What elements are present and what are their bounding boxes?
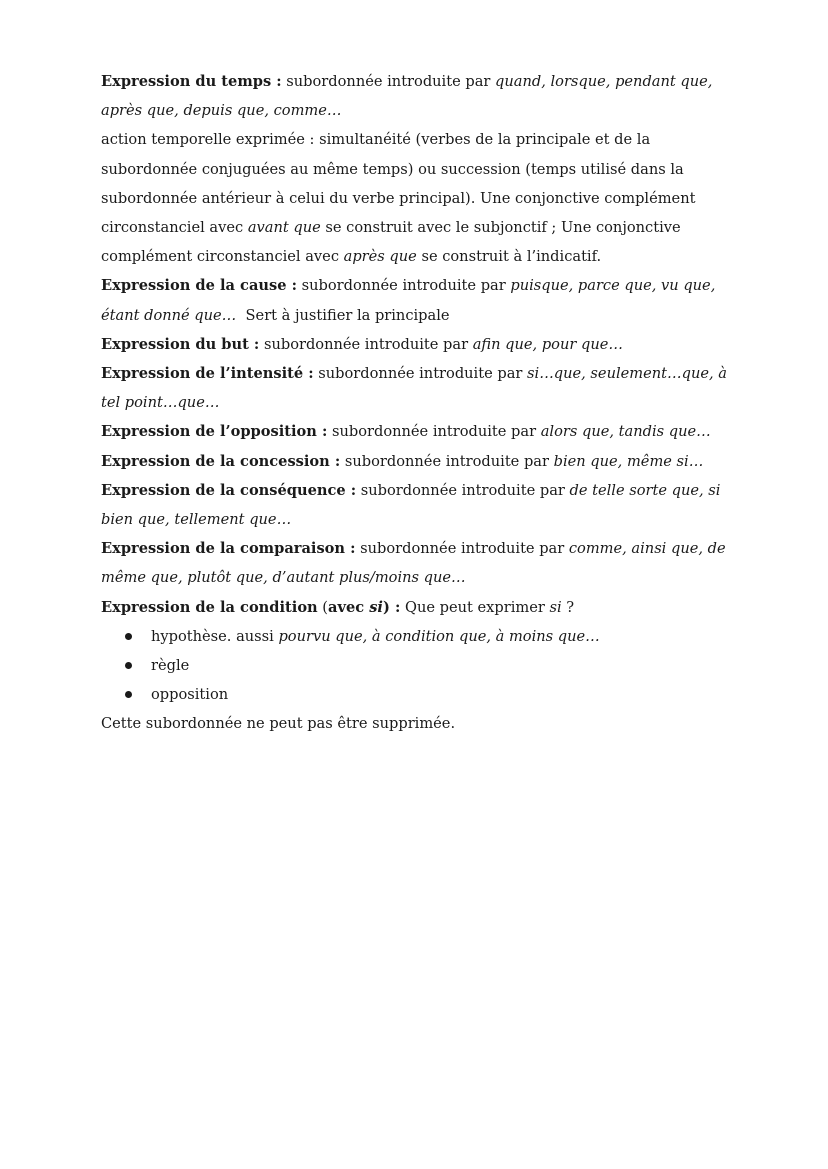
paragraph-opposition: [101, 417, 731, 446]
paragraph-concession: [101, 447, 731, 476]
paren-open: (: [317, 598, 329, 616]
bullet-icon: [125, 691, 132, 698]
label-si-bold: si: [369, 598, 383, 616]
conjunctions-consequence: de telle sorte que, si bien que, tellement que…: [101, 481, 721, 529]
paragraph-intensite: [101, 359, 731, 417]
heading-condition: Expression de la condition: [101, 598, 318, 616]
term-avant-que: avant que: [247, 219, 321, 237]
conjunctions-but: afin que, pour que…: [472, 335, 623, 353]
paren-close: ) :: [382, 598, 401, 616]
text-temps-desc2: se construit avec le subjonctif ; Une conjonctive complément circonstanciel avec: [101, 219, 681, 266]
heading-concession: Expression de la concession :: [101, 452, 341, 470]
conjunctions-concession: bien que, même si…: [553, 452, 704, 470]
text-temps: subordonnée introduite par: [281, 73, 496, 90]
conjunctions-opposition: alors que, tandis que…: [540, 423, 711, 441]
heading-but: Expression du but :: [101, 335, 260, 353]
term-apres-que: après que: [343, 248, 417, 266]
text-intensite: subordonnée introduite par: [313, 365, 528, 383]
text-consequence: subordonnée introduite par: [356, 481, 570, 499]
text-cause: subordonnée introduite par: [296, 277, 511, 295]
bullet-text: règle: [151, 657, 190, 675]
text-cause-tail: Sert à justifier la principale: [236, 306, 450, 324]
heading-comparaison: Expression de la comparaison :: [101, 540, 356, 558]
list-item: [125, 680, 731, 709]
conjunctions-intensite: si…que, seulement…que, à tel point…que…: [101, 365, 727, 412]
text-temps-desc1: action temporelle exprimée : simultanéité (verbes de la principale et de la subordonnée conjuguées au même temps) ou succession (temps utilisé dans la subordonnée antérieur à celui du verbe principal). Une conjonctive complément circonstanciel avec: [101, 131, 696, 237]
bullet-icon: [125, 662, 132, 669]
text-comparaison: subordonnée introduite par: [355, 540, 569, 558]
list-item: [125, 651, 731, 680]
heading-consequence: Expression de la conséquence :: [101, 481, 357, 499]
conjunctions-comparaison: comme, ainsi que, de même que, plutôt que, d’autant plus/moins que…: [101, 540, 726, 587]
text-temps-desc3: se construit à l’indicatif.: [416, 248, 602, 266]
document-body: [101, 67, 731, 739]
paragraph-but: [101, 330, 731, 359]
text-condition: Que peut exprimer: [400, 598, 550, 616]
list-item: [125, 622, 731, 651]
paragraph-footer: [101, 709, 731, 738]
conjunctions-cause: puisque, parce que, vu que, étant donné que…: [101, 277, 716, 324]
paragraph-temps-description: [101, 125, 731, 271]
heading-temps: Expression du temps :: [101, 73, 282, 90]
text-concession: subordonnée introduite par: [340, 452, 554, 470]
text-footer: Cette subordonnée ne peut pas être supprimée.: [101, 715, 456, 733]
paragraph-temps: [101, 67, 731, 125]
paragraph-condition: [101, 593, 731, 622]
label-avec: avec: [328, 598, 370, 616]
bullet-text: hypothèse. aussi: [151, 627, 279, 645]
term-si: si: [549, 598, 562, 616]
text-but: subordonnée introduite par: [259, 335, 473, 353]
paragraph-consequence: [101, 476, 731, 534]
heading-cause: Expression de la cause :: [101, 277, 297, 295]
heading-opposition: Expression de l’opposition :: [101, 423, 328, 441]
paragraph-comparaison: [101, 534, 731, 592]
conjunctions-temps: quand, lorsque, pendant que, après que, depuis que, comme…: [101, 73, 713, 120]
heading-intensite: Expression de l’intensité :: [101, 365, 314, 383]
question-mark: ?: [561, 598, 575, 616]
bullet-italic: pourvu que, à condition que, à moins que…: [278, 627, 600, 645]
condition-bullet-list: [101, 622, 731, 710]
bullet-text: opposition: [151, 686, 229, 704]
text-opposition: subordonnée introduite par: [327, 423, 541, 441]
bullet-icon: [125, 633, 132, 640]
paragraph-cause: [101, 271, 731, 329]
